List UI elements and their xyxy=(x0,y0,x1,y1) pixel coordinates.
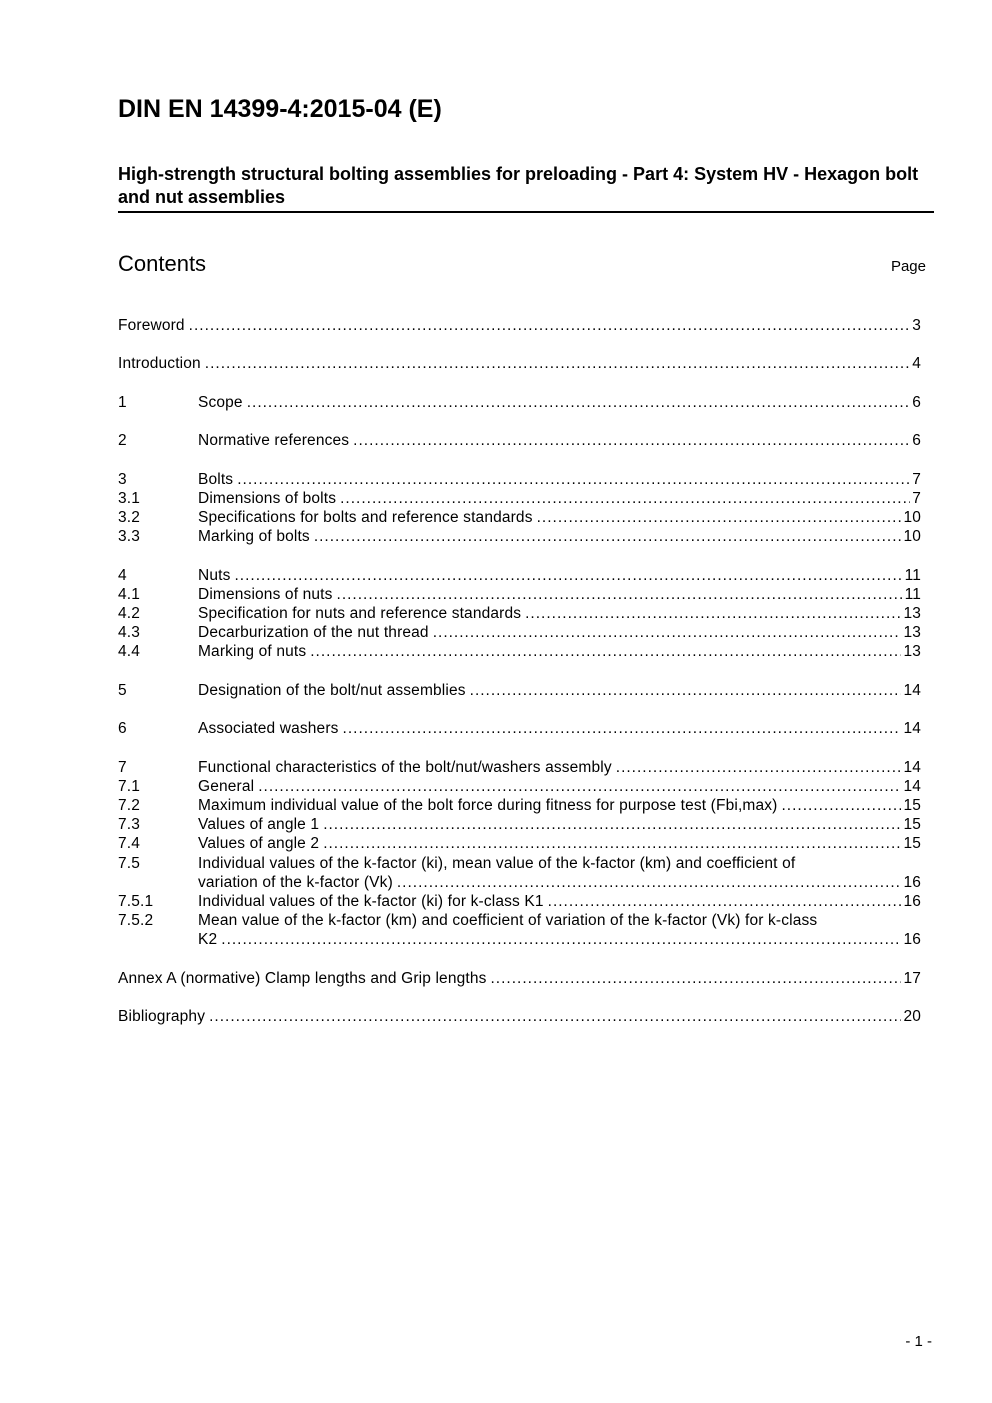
toc-entry-title: Individual values of the k-factor (ki) for k-class K1 xyxy=(198,892,544,910)
toc-entry-title: Maximum individual value of the bolt force during fitness for purpose test (Fbi,max) xyxy=(198,796,778,814)
toc-entry-page: 14 xyxy=(903,758,921,776)
toc-entry-page: 7 xyxy=(912,489,921,507)
toc-entry[interactable] xyxy=(118,815,921,834)
dot-leader xyxy=(340,489,910,508)
toc-entry-page: 14 xyxy=(903,720,921,738)
toc-entry[interactable] xyxy=(118,623,921,642)
toc-entry-page: 10 xyxy=(903,528,921,546)
toc-entry-title: Bolts xyxy=(198,470,234,488)
dot-leader xyxy=(337,585,903,604)
dot-leader xyxy=(525,604,901,623)
toc-entry-page: 14 xyxy=(903,777,921,795)
toc-entry-number: 7.1 xyxy=(118,777,140,795)
toc-entry[interactable] xyxy=(118,527,921,546)
toc-entry[interactable] xyxy=(118,911,921,949)
toc-entry-number: 4.4 xyxy=(118,643,140,661)
toc-entry-page: 13 xyxy=(903,604,921,622)
toc-entry-number: 2 xyxy=(118,432,127,450)
toc-entry-number: 7 xyxy=(118,758,127,776)
toc-entry-number: 3.3 xyxy=(118,528,140,546)
toc-entry[interactable] xyxy=(118,758,921,777)
toc-entry-page: 13 xyxy=(903,624,921,642)
dot-leader xyxy=(548,892,902,911)
toc-entry[interactable] xyxy=(118,393,921,412)
toc-entry-number: 4.1 xyxy=(118,585,140,603)
toc-entry-title-lead: Individual values of the k-factor (ki), mean value of the k-factor (km) and coefficient of xyxy=(198,854,796,872)
toc-entry-number: 7.5.2 xyxy=(118,912,154,930)
toc-entry-title: Normative references xyxy=(198,432,350,450)
toc-entry[interactable] xyxy=(118,642,921,661)
toc-entry-title-lead: Mean value of the k-factor (km) and coefficient of variation of the k-factor (Vk) for k-class xyxy=(198,912,818,930)
toc-entry[interactable] xyxy=(118,431,921,450)
toc-entry-page: 7 xyxy=(912,470,921,488)
dot-leader xyxy=(537,508,902,527)
toc-entry-number: 7.2 xyxy=(118,796,140,814)
toc-entry-number: 4.2 xyxy=(118,604,140,622)
toc-entry-page: 11 xyxy=(904,585,921,603)
dot-leader xyxy=(209,1007,901,1026)
dot-leader xyxy=(247,393,911,412)
toc-entry-title: Annex A (normative) Clamp lengths and Grip lengths xyxy=(118,969,487,987)
toc-entry-title: Dimensions of bolts xyxy=(198,489,337,507)
dot-leader xyxy=(353,431,910,450)
toc-entry[interactable] xyxy=(118,777,921,796)
dot-leader xyxy=(470,681,902,700)
toc-entry[interactable] xyxy=(118,834,921,853)
toc-entry-title: K2 xyxy=(198,931,218,949)
toc-entry[interactable] xyxy=(118,969,921,988)
toc-entry-page: 15 xyxy=(903,816,921,834)
toc-entry[interactable] xyxy=(118,681,921,700)
dot-leader xyxy=(234,566,902,585)
toc-entry[interactable] xyxy=(118,489,921,508)
toc-entry-page: 13 xyxy=(903,643,921,661)
toc-entry-title: Functional characteristics of the bolt/nut/washers assembly xyxy=(198,758,612,776)
toc-entry-number: 3 xyxy=(118,470,127,488)
dot-leader xyxy=(616,758,902,777)
toc-entry-page: 15 xyxy=(903,796,921,814)
toc-entry[interactable] xyxy=(118,604,921,623)
toc-entry[interactable] xyxy=(118,566,921,585)
toc-entry-page: 11 xyxy=(904,566,921,584)
toc-entry-page: 16 xyxy=(903,931,921,949)
toc-entry-title: Foreword xyxy=(118,317,185,334)
toc-entry-number: 4.3 xyxy=(118,624,140,642)
toc-entry-title: Introduction xyxy=(118,355,201,373)
toc-entry-page: 20 xyxy=(903,1008,921,1026)
dot-leader xyxy=(205,354,910,373)
toc-entry-title: Nuts xyxy=(198,566,231,584)
toc-entry-title: Decarburization of the nut thread xyxy=(198,624,429,642)
page-number: - 1 - xyxy=(905,1333,932,1350)
toc-entry-page: 17 xyxy=(903,969,921,987)
toc-entry-title: Designation of the bolt/nut assemblies xyxy=(198,681,466,699)
toc-entry-number: 5 xyxy=(118,681,127,699)
toc-entry-number: 1 xyxy=(118,393,127,411)
toc-entry-page: 3 xyxy=(912,317,921,334)
toc-entry[interactable] xyxy=(118,470,921,489)
toc-entry[interactable] xyxy=(118,892,921,911)
dot-leader xyxy=(323,834,901,853)
toc-entry-title: Values of angle 2 xyxy=(198,835,320,853)
dot-leader xyxy=(314,527,902,546)
toc-entry-number: 7.5 xyxy=(118,854,140,872)
toc-entry-number: 7.3 xyxy=(118,816,140,834)
toc-entry-title: Specifications for bolts and reference standards xyxy=(198,508,533,526)
dot-leader xyxy=(491,969,902,988)
toc-entry[interactable] xyxy=(118,354,921,373)
dot-leader xyxy=(781,796,901,815)
toc-entry-number: 4 xyxy=(118,566,127,584)
toc-entry-title: General xyxy=(198,777,255,795)
toc-entry-number: 7.5.1 xyxy=(118,892,154,910)
dot-leader xyxy=(343,719,902,738)
toc-entry[interactable] xyxy=(118,719,921,738)
toc-entry-page: 14 xyxy=(903,681,921,699)
toc-entry-title: Associated washers xyxy=(198,720,339,738)
toc-entry-number: 7.4 xyxy=(118,835,140,853)
contents-heading: Contents xyxy=(118,251,207,276)
dot-leader xyxy=(310,642,901,661)
toc-entry[interactable] xyxy=(118,585,921,604)
toc-entry-title: Bibliography xyxy=(118,1008,206,1026)
dot-leader xyxy=(433,623,902,642)
document-title: High-strength structural bolting assemblies for preloading - Part 4: System HV - Hexagon bolt and nut assemblies xyxy=(118,163,934,213)
toc-entry[interactable] xyxy=(118,796,921,815)
page-column-label: Page xyxy=(890,258,926,275)
toc-entry[interactable] xyxy=(118,1007,921,1026)
toc-entry[interactable] xyxy=(118,854,921,892)
toc-entry-page: 10 xyxy=(903,508,921,526)
toc-entry-page: 6 xyxy=(912,393,921,411)
toc-entry[interactable] xyxy=(118,508,921,527)
toc-entry-number: 3.1 xyxy=(118,489,140,507)
toc-entry-title: Values of angle 1 xyxy=(198,816,320,834)
toc-entry-title: Marking of nuts xyxy=(198,643,307,661)
toc-entry-title: Dimensions of nuts xyxy=(198,585,333,603)
toc-entry-page: 4 xyxy=(912,355,921,373)
dot-leader xyxy=(323,815,901,834)
toc-entry-title: Marking of bolts xyxy=(198,528,310,546)
toc-entry-title: Scope xyxy=(198,393,243,411)
toc-entry-page: 16 xyxy=(903,873,921,891)
toc-entry-page: 16 xyxy=(903,892,921,910)
toc-entry-title: variation of the k-factor (Vk) xyxy=(198,873,393,891)
toc-entry[interactable] xyxy=(118,316,921,335)
toc-entry-page: 15 xyxy=(903,835,921,853)
dot-leader xyxy=(189,316,911,335)
dot-leader xyxy=(258,777,901,796)
dot-leader xyxy=(397,873,902,892)
document-id: DIN EN 14399-4:2015-04 (E) xyxy=(118,95,442,123)
toc-entry-number: 6 xyxy=(118,720,127,738)
toc-entry-title: Specification for nuts and reference standards xyxy=(198,604,522,622)
toc-entry-page: 6 xyxy=(912,432,921,450)
toc-entry-number: 3.2 xyxy=(118,508,140,526)
table-of-contents xyxy=(118,316,921,1026)
dot-leader xyxy=(221,930,901,949)
dot-leader xyxy=(237,470,910,489)
